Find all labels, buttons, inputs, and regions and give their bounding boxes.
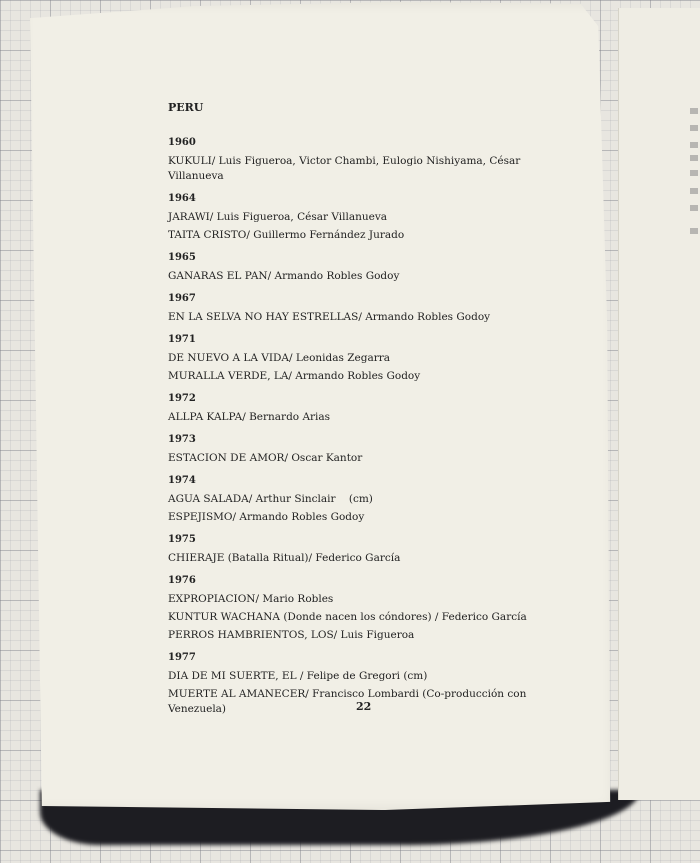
- year-heading: 1977: [168, 652, 196, 663]
- year-heading: 1960: [168, 137, 196, 148]
- year-heading: 1971: [168, 334, 196, 345]
- facing-text-fragment: [690, 205, 698, 211]
- section-1973: [168, 432, 568, 466]
- facing-text-fragment: [690, 188, 698, 194]
- film-entry: ESPEJISMO/ Armando Robles Godoy: [168, 511, 365, 523]
- film-entry: JARAWI/ Luis Figueroa, César Villanueva: [168, 211, 388, 223]
- year-heading: 1964: [168, 193, 196, 204]
- year-heading: 1967: [168, 293, 196, 304]
- page-number: 22: [356, 700, 372, 713]
- section-1976: [168, 573, 568, 643]
- facing-text-fragment: [690, 155, 698, 161]
- section-1967: [168, 291, 568, 325]
- section-1971: [168, 332, 568, 384]
- section-1974: [168, 473, 568, 525]
- film-entry: KUKULI/ Luis Figueroa, Victor Chambi, Eulogio Nishiyama, César Villanueva: [168, 155, 521, 182]
- facing-page: [618, 8, 700, 800]
- film-entry: EN LA SELVA NO HAY ESTRELLAS/ Armando Robles Godoy: [168, 311, 491, 323]
- year-heading: 1976: [168, 575, 196, 586]
- film-entry: PERROS HAMBRIENTOS, LOS/ Luis Figueroa: [168, 629, 415, 641]
- section-1964: [168, 191, 568, 243]
- section-1960: [168, 135, 568, 184]
- facing-text-fragment: [690, 142, 698, 148]
- section-1965: [168, 250, 568, 284]
- film-entry: MURALLA VERDE, LA/ Armando Robles Godoy: [168, 370, 421, 382]
- film-entry: MUERTE AL AMANECER/ Francisco Lombardi (Co-producción con Venezuela): [168, 688, 527, 715]
- filmography-list: [168, 100, 568, 720]
- section-1972: [168, 391, 568, 425]
- country-heading: PERU: [168, 101, 204, 114]
- section-1975: [168, 532, 568, 566]
- facing-text-fragment: [690, 108, 698, 114]
- facing-text-fragment: [690, 228, 698, 234]
- facing-text-fragment: [690, 125, 698, 131]
- film-entry: EXPROPIACION/ Mario Robles: [168, 593, 334, 605]
- year-heading: 1972: [168, 393, 196, 404]
- year-heading: 1965: [168, 252, 196, 263]
- film-entry: CHIERAJE (Batalla Ritual)/ Federico García: [168, 552, 401, 564]
- film-entry: GANARAS EL PAN/ Armando Robles Godoy: [168, 270, 400, 282]
- film-entry: ESTACION DE AMOR/ Oscar Kantor: [168, 452, 363, 464]
- film-entry: DE NUEVO A LA VIDA/ Leonidas Zegarra: [168, 352, 391, 364]
- film-entry: KUNTUR WACHANA (Donde nacen los cóndores) / Federico García: [168, 611, 527, 623]
- year-heading: 1973: [168, 434, 196, 445]
- year-heading: 1975: [168, 534, 196, 545]
- film-entry: ALLPA KALPA/ Bernardo Arias: [168, 411, 331, 423]
- facing-text-fragment: [690, 170, 698, 176]
- year-heading: 1974: [168, 475, 196, 486]
- film-entry: DIA DE MI SUERTE, EL / Felipe de Gregori (cm): [168, 670, 428, 682]
- film-entry: AGUA SALADA/ Arthur Sinclair (cm): [168, 493, 373, 505]
- film-entry: TAITA CRISTO/ Guillermo Fernández Jurado: [168, 229, 405, 241]
